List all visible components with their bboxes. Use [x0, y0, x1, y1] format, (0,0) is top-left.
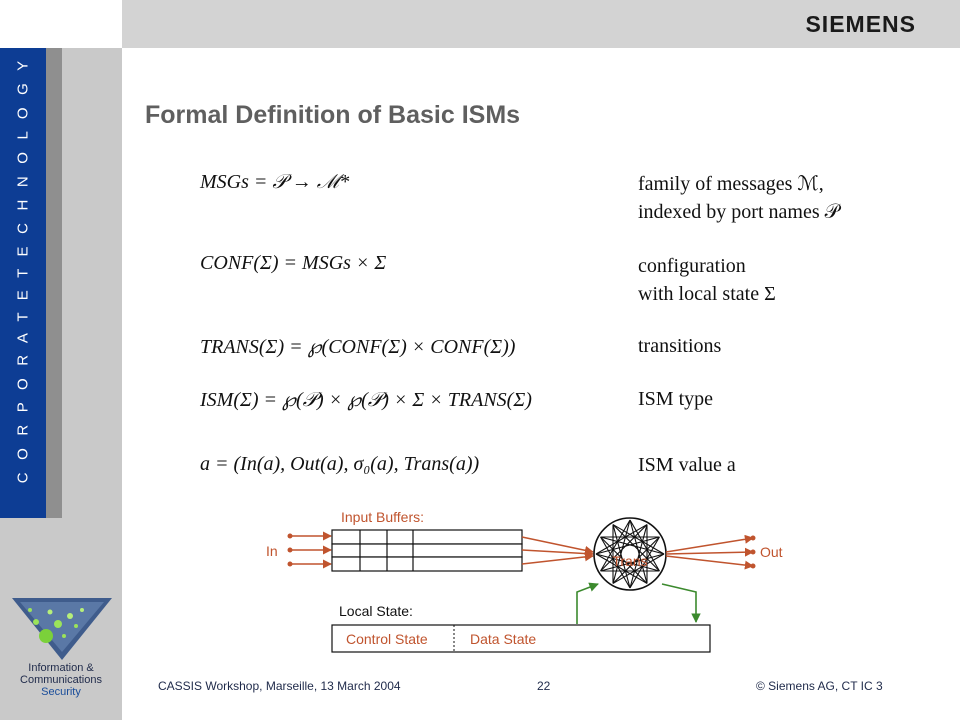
formula-conf: CONF(Σ) = MSGs × Σ: [200, 252, 387, 274]
formula-ism-value: a = (In(a), Out(a), σ₀(a), Trans(a)): [200, 453, 480, 475]
description-ism: [638, 385, 713, 413]
description-conf: [638, 252, 776, 308]
description-line: indexed by port names 𝒫: [638, 201, 840, 223]
ics-emblem-icon: [10, 596, 114, 662]
footer-event: CASSIS Workshop, Marseille, 13 March 2004: [158, 679, 401, 693]
description-line: ISM value a: [638, 454, 736, 476]
footer-copyright: © Siemens AG, CT IC 3: [756, 679, 883, 693]
out-label: Out: [760, 544, 783, 560]
control-state-label: Control State: [346, 631, 428, 647]
local-state-label: Local State:: [339, 603, 413, 619]
formula-msgs: MSGs = 𝒫 → ℳ*: [200, 171, 350, 193]
description-ism-value: [638, 451, 736, 479]
description-line: family of messages ℳ,: [638, 173, 824, 195]
siemens-logo: SIEMENS: [805, 11, 916, 37]
emblem-line-1: Information &: [28, 662, 94, 674]
description-line: configuration: [638, 255, 746, 277]
description-trans: [638, 332, 721, 360]
input-arrows: [288, 534, 332, 567]
in-label: In: [266, 543, 278, 559]
trans-label: Trans: [612, 553, 648, 569]
slide-title: Formal Definition of Basic ISMs: [145, 101, 521, 129]
emblem-line-2: Communications: [20, 674, 102, 686]
description-line: ISM type: [638, 388, 713, 410]
buffer-to-trans-arrows: [522, 537, 593, 564]
description-line: transitions: [638, 335, 722, 357]
formula-ism: ISM(Σ) = ℘(𝒫) × ℘(𝒫) × Σ × TRANS(Σ): [200, 389, 532, 411]
corporate-technology-text: C O R P O R A T E T E C H N O L O G Y: [14, 56, 32, 484]
left-panel-top: [0, 0, 122, 48]
formula-trans: TRANS(Σ) = ℘(CONF(Σ) × CONF(Σ)): [200, 336, 516, 358]
input-buffers: [332, 530, 522, 571]
input-buffers-label: Input Buffers:: [341, 509, 425, 525]
data-state-label: Data State: [470, 631, 537, 647]
description-msgs: [638, 170, 839, 226]
side-bar-shadow: [44, 48, 62, 518]
ism-diagram: [250, 500, 810, 660]
description-line: with local state Σ: [638, 283, 776, 305]
footer-page-number: 22: [537, 679, 551, 693]
emblem-line-3: Security: [41, 686, 81, 698]
trans-node: [594, 518, 666, 590]
output-arrows: [666, 536, 756, 569]
header-bar: [122, 0, 960, 48]
local-state-box: [332, 625, 710, 652]
